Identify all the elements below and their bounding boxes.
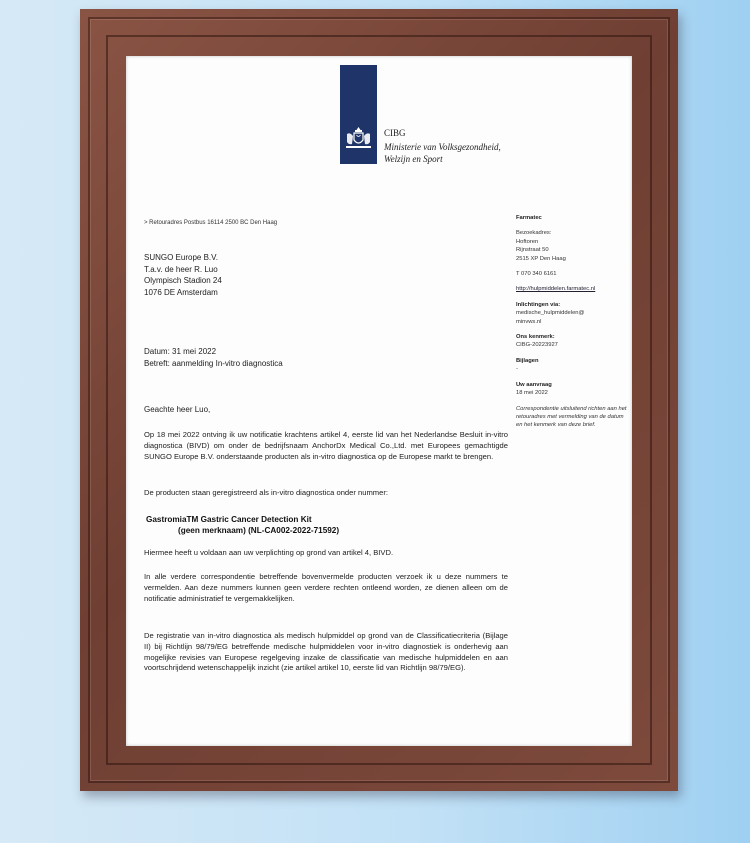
addressee-line: T.a.v. de heer R. Luo [144, 264, 218, 274]
sidebar-reference [516, 333, 628, 350]
sidebar-info [516, 301, 628, 326]
sidebar-request [516, 381, 628, 398]
return-address: > Retouradres Postbus 16114 2500 BC Den Haag [144, 220, 278, 226]
ministry-name [384, 141, 524, 165]
sidebar-attachments [516, 357, 628, 374]
addressee-block [144, 252, 222, 298]
product-registration [146, 514, 339, 536]
info-line: medische_hulpmiddelen@ [516, 310, 585, 317]
visit-label: Bezoekadres: [516, 230, 552, 237]
sidebar-visit-address [516, 229, 628, 263]
product-number: (geen merknaam) (NL-CA002-2022-71592) [178, 526, 340, 535]
org-name: CIBG [384, 128, 406, 138]
reference-value: CIBG-20223927 [516, 342, 558, 349]
government-logo-bar [340, 65, 377, 164]
addressee-line: Olympisch Stadion 24 [144, 276, 222, 285]
attachments-value: - [516, 366, 518, 373]
royal-crest-icon [343, 125, 374, 151]
ministry-line-2: Welzijn en Sport [384, 154, 443, 164]
sidebar-org [516, 214, 628, 222]
reference-label: Ons kenmerk: [516, 334, 555, 341]
letter-meta [144, 346, 283, 369]
salutation: Geachte heer Luo, [144, 405, 211, 414]
ministry-line-1: Ministerie van Volksgezondheid, [384, 142, 501, 152]
visit-line: Rijnstraat 50 [516, 247, 549, 254]
visit-line: Hoftoren [516, 238, 539, 245]
letter-document [126, 56, 632, 746]
addressee-line: SUNGO Europe B.V. [144, 253, 218, 262]
sidebar-phone-block [516, 270, 628, 278]
body-paragraph-registration: De producten staan geregistreerd als in-vitro diagnostica onder nummer: [144, 488, 388, 497]
body-paragraph-classification: De registratie van in-vitro diagnostica als medisch hulpmiddel op grond van de Classificatiecriteria (Bijlage II) bij Richtlijn 98/79/EG betreffende medische hulpmiddelen voor in-vitro diagnostiek is onderhevig aan mogelijke revisies van Europese regelgeving inzake de classificatie van medische hulpmiddelen en aan voortschrijdend wetenschappelijk inzicht (zie artikel artikel 10, eerste lid van Richtlijn 98/79/EG). [144, 631, 508, 673]
sidebar-org-name: Farmatec [516, 215, 542, 221]
correspondence-note: Correspondentie uitsluitend richten aan het retouradres met vermelding van de datum en het kenmerk van deze brief. [516, 405, 627, 429]
sidebar-website-link[interactable]: http://hulpmiddelen.farmatec.nl [516, 286, 596, 293]
attachments-label: Bijlagen [516, 357, 539, 364]
visit-line: 2515 XP Den Haag [516, 255, 566, 262]
request-value: 18 mei 2022 [516, 390, 548, 397]
body-paragraph-correspondence: In alle verdere correspondentie betreffende bovenvermelde producten verzoek ik u deze nummers te vermelden. Aan deze nummers kunnen geen verdere rechten ontleend worden, ze dienen alleen om de notificatie administratief te vergemakkelijken. [144, 572, 508, 603]
sidebar-website-block [516, 285, 628, 293]
sidebar-phone: T 070 340 6161 [516, 271, 557, 278]
body-paragraph-obligation: Hiermee heeft u voldaan aan uw verplichting op grond van artikel 4, BIVD. [144, 548, 394, 557]
info-line: minvws.nl [516, 318, 542, 325]
product-name: GastromiaTM Gastric Cancer Detection Kit [146, 515, 312, 524]
letter-date: Datum: 31 mei 2022 [144, 347, 217, 356]
sender-sidebar [516, 214, 628, 437]
letter-subject: Betreft: aanmelding In-vitro diagnostica [144, 358, 283, 368]
info-label: Inlichtingen via: [516, 301, 561, 308]
body-paragraph-notification: Op 18 mei 2022 ontving ik uw notificatie krachtens artikel 4, eerste lid van het Nederlandse Besluit in-vitro diagnostica (BIVD) om onder de bedrijfsnaam AnchorDx Medical Co.,Ltd. met Europees gemachtigde SUNGO Europe B.V. onderstaande producten als in-vitro diagnostica op de Europese markt te brengen. [144, 430, 508, 461]
addressee-line: 1076 DE Amsterdam [144, 287, 218, 297]
request-label: Uw aanvraag [516, 381, 552, 388]
